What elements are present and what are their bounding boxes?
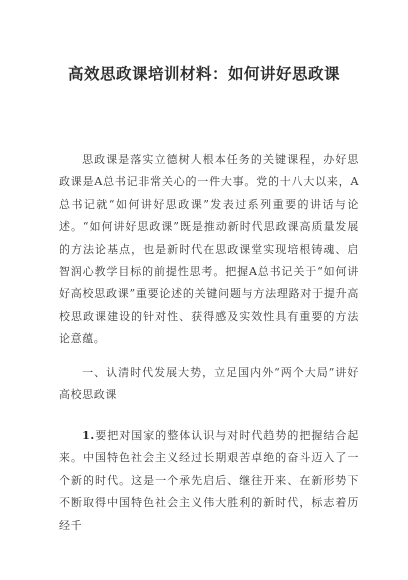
point-paragraph <box>59 425 359 537</box>
point-text: 要把对国家的整体认识与对时代趋势的把握结合起来。中国特色社会主义经过长期艰苦卓绝的奋斗迈入了一个新的时代。这是一个承先启后、继往开来、在新形势下不断取得中国特色社会主义伟大胜利的新时代，标志着历经千 <box>59 429 359 532</box>
point-number: 1. <box>82 429 95 442</box>
document-title: 高效思政课培训材料：如何讲好思政课 <box>67 64 340 83</box>
section-heading: 一、认清时代发展大势，立足国内外“两个大局”讲好高校思政课 <box>59 366 359 402</box>
intro-paragraph: 思政课是落实立德树人根本任务的关键课程，办好思政课是A总书记非常关心的一件大事。党的十八大以来，A总书记就“如何讲好思政课”发表过系列重要的讲话与论述。“如何讲好思政课”既是推动新时代思政课高质量发展的方法论基点，也是新时代在思政课堂实现培根铸魂、启智润心教学目标的前提性思考。把握A总书记关于“如何讲好高校思政课”重要论述的关键问题与方法理路对于提升高校思政课建设的针对性、获得感及实效性具有重要的方法论意蕴。 <box>59 153 359 346</box>
